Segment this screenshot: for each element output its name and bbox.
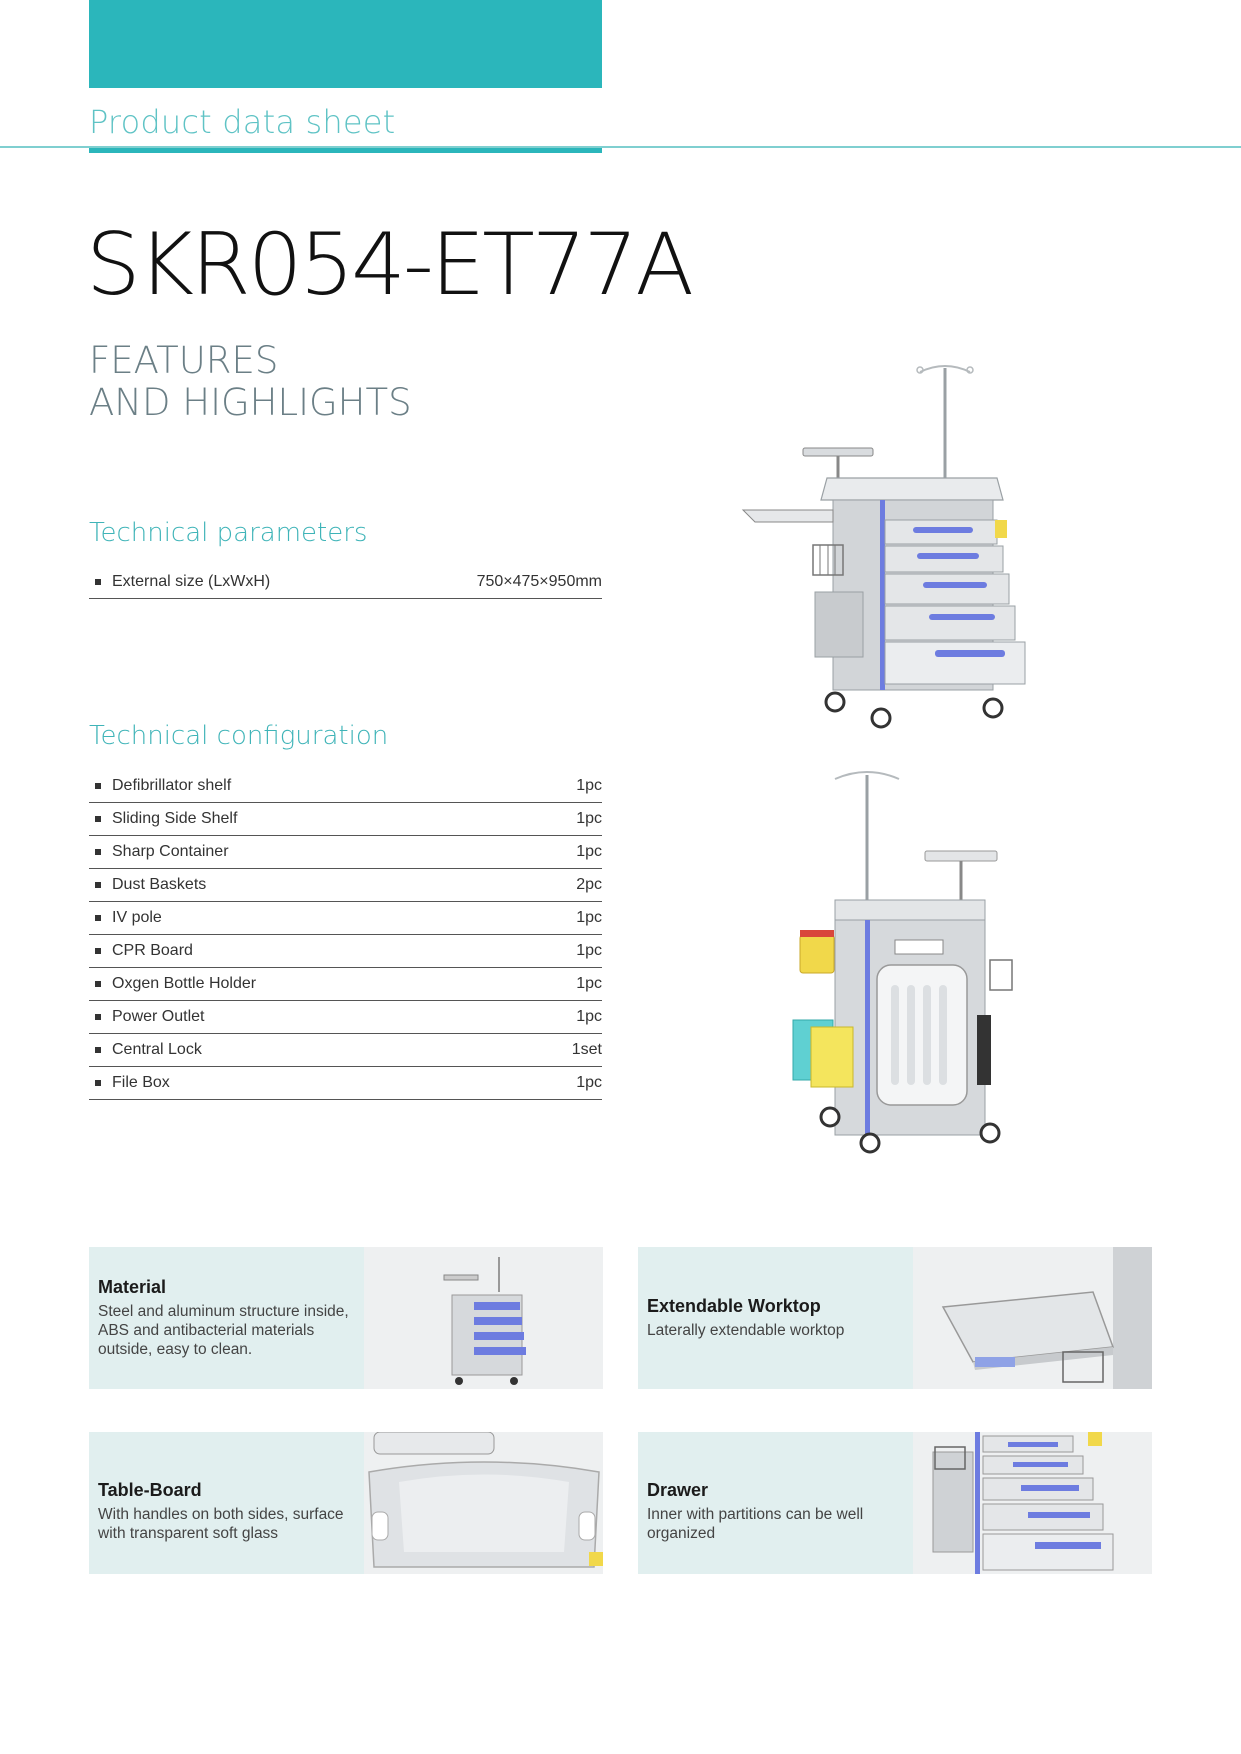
bullet-icon: [95, 849, 101, 855]
card-description: Steel and aluminum structure inside, ABS and antibacterial materials outside, easy to clean.: [98, 1303, 349, 1358]
bullet-icon: [95, 981, 101, 987]
config-value: 1pc: [576, 810, 602, 827]
header-rule-accent: [89, 148, 602, 153]
table-board-card-image: [364, 1432, 603, 1574]
bullet-icon: [95, 882, 101, 888]
card-description: Inner with partitions can be well organized: [647, 1506, 864, 1542]
drawer-card-image: [913, 1432, 1152, 1574]
config-name: File Box: [112, 1074, 170, 1091]
config-value: 1pc: [576, 1074, 602, 1091]
worktop-card-image: [913, 1247, 1152, 1389]
parameter-value: 750×475×950mm: [476, 573, 602, 590]
bullet-icon: [95, 1080, 101, 1086]
technical-parameters-table: [89, 566, 602, 599]
technical-parameters-title: Technical parameters: [89, 518, 368, 548]
config-name: Sliding Side Shelf: [112, 810, 238, 827]
card-title: Material: [98, 1277, 167, 1297]
parameter-row: [89, 566, 602, 599]
card-description: Laterally extendable worktop: [647, 1322, 845, 1339]
card-title: Table-Board: [98, 1480, 202, 1500]
config-row: [89, 968, 602, 1001]
config-row: [89, 902, 602, 935]
model-number: SKR054-ET77A: [86, 215, 692, 315]
bullet-icon: [95, 783, 101, 789]
header-color-band: [89, 0, 602, 88]
bullet-icon: [95, 579, 101, 585]
config-value: 1pc: [576, 777, 602, 794]
parameter-name: External size (LxWxH): [112, 573, 271, 590]
config-row: [89, 1001, 602, 1034]
card-text: [647, 1296, 909, 1340]
config-value: 1pc: [576, 1008, 602, 1025]
config-row: [89, 1067, 602, 1100]
material-card-image: [364, 1247, 603, 1389]
config-name: Central Lock: [112, 1041, 202, 1058]
config-row: [89, 1034, 602, 1067]
material-card: [89, 1247, 603, 1389]
config-name: Defibrillator shelf: [112, 777, 232, 794]
extendable-worktop-card: [638, 1247, 1152, 1389]
sheet-label: Product data sheet: [89, 103, 396, 141]
card-text: [98, 1480, 360, 1543]
config-value: 1set: [571, 1041, 602, 1058]
technical-configuration-table: [89, 770, 602, 1100]
trolley-front-image: [735, 360, 1035, 740]
config-row: [89, 770, 602, 803]
config-value: 1pc: [576, 942, 602, 959]
config-value: 1pc: [576, 975, 602, 992]
config-value: 2pc: [576, 876, 602, 893]
features-heading: [89, 340, 412, 424]
bullet-icon: [95, 1047, 101, 1053]
drawer-card: [638, 1432, 1152, 1574]
trolley-back-image: [785, 765, 1045, 1165]
config-name: Power Outlet: [112, 1008, 205, 1025]
bullet-icon: [95, 816, 101, 822]
bullet-icon: [95, 1014, 101, 1020]
config-value: 1pc: [576, 843, 602, 860]
config-row: [89, 869, 602, 902]
features-line-1: FEATURES: [89, 339, 279, 382]
config-name: Oxgen Bottle Holder: [112, 975, 257, 992]
config-row: [89, 803, 602, 836]
config-name: Sharp Container: [112, 843, 229, 860]
features-line-2: AND HIGHLIGHTS: [89, 381, 412, 424]
config-name: Dust Baskets: [112, 876, 207, 893]
card-title: Extendable Worktop: [647, 1296, 821, 1316]
bullet-icon: [95, 915, 101, 921]
table-board-card: [89, 1432, 603, 1574]
config-row: [89, 836, 602, 869]
config-value: 1pc: [576, 909, 602, 926]
bullet-icon: [95, 948, 101, 954]
config-name: IV pole: [112, 909, 162, 926]
card-title: Drawer: [647, 1480, 709, 1500]
card-text: [98, 1277, 360, 1359]
config-row: [89, 935, 602, 968]
card-description: With handles on both sides, surface with transparent soft glass: [98, 1506, 344, 1542]
card-text: [647, 1480, 909, 1543]
technical-configuration-title: Technical configuration: [89, 721, 389, 751]
config-name: CPR Board: [112, 942, 193, 959]
